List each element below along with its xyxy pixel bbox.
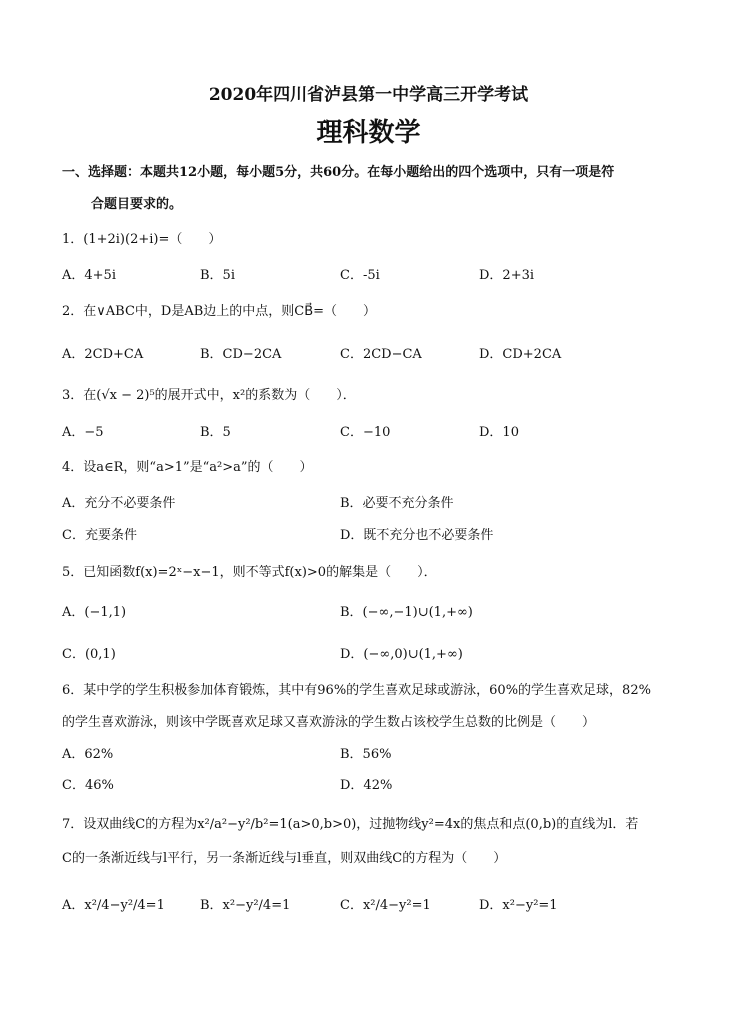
q6-option-c: C．46% [62,778,114,793]
q5-option-d: D．(−∞,0)∪(1,+∞) [340,647,463,662]
question-6-stem-cont: 的学生喜欢游泳，则该中学既喜欢足球又喜欢游泳的学生数占该校学生总数的比例是（ ） [62,715,596,730]
question-3-stem: 3．在(√x − 2)⁵的展开式中，x²的系数为（ ）． [62,388,356,403]
section-heading: 一、选择题：本题共12小题，每小题5分，共60分。在每小题给出的四个选项中，只有一项是符 [62,165,615,180]
subject-title: 理科数学 [316,118,421,148]
q5-option-b: B．(−∞,−1)∪(1,+∞) [340,605,473,620]
q3-option-c: C．−10 [340,425,391,440]
q6-option-b: B．56% [340,747,392,762]
q4-option-d: D．既不充分也不必要条件 [340,528,494,543]
question-5-stem: 5．已知函数f(x)=2ˣ−x−1，则不等式f(x)>0的解集是（ ）． [62,565,437,580]
q2-option-a: A．2CD+CA [62,347,144,362]
q7-option-c: C．x²/4−y²=1 [340,898,431,913]
q7-option-a: A．x²/4−y²/4=1 [62,898,165,913]
q7-option-d: D．x²−y²=1 [479,898,558,913]
question-6-stem: 6．某中学的学生积极参加体育锻炼，其中有96%的学生喜欢足球或游泳，60%的学生喜欢足球，82% [62,683,651,698]
q6-option-a: A．62% [62,747,114,762]
q4-option-c: C．充要条件 [62,528,137,543]
question-2-stem: 2．在∨ABC中，D是AB边上的中点，则CB⃗=（ ） [62,304,377,319]
q3-option-b: B．5 [200,425,231,440]
q2-option-c: C．2CD−CA [340,347,422,362]
q4-option-a: A．充分不必要条件 [62,496,176,511]
exam-title: 2020年四川省泸县第一中学高三开学考试 [208,85,529,105]
q5-option-a: A．(−1,1) [62,605,127,620]
q1-option-d: D．2+3i [479,268,535,283]
q1-option-c: C．-5i [340,268,380,283]
q3-option-d: D．10 [479,425,519,440]
q2-option-b: B．CD−2CA [200,347,282,362]
q7-option-b: B．x²−y²/4=1 [200,898,291,913]
q5-option-c: C．(0,1) [62,647,116,662]
question-1-stem: 1．(1+2i)(2+i)=（ ） [62,232,222,247]
q3-option-a: A．−5 [62,425,104,440]
question-7-stem-cont: C的一条渐近线与l平行，另一条渐近线与l垂直，则双曲线C的方程为（ ） [62,851,507,866]
q6-option-d: D．42% [340,778,393,793]
question-7-stem: 7．设双曲线C的方程为x²/a²−y²/b²=1(a>0,b>0)，过抛物线y²=4x的焦点和点(0,b)的直线为l．若 [62,817,639,832]
q1-option-a: A．4+5i [62,268,116,283]
q4-option-b: B．必要不充分条件 [340,496,454,511]
q1-option-b: B．5i [200,268,235,283]
section-heading-cont: 合题目要求的。 [91,197,183,212]
q2-option-d: D．CD+2CA [479,347,562,362]
question-4-stem: 4．设a∈R，则“a>1”是“a²>a”的（ ） [62,460,313,475]
